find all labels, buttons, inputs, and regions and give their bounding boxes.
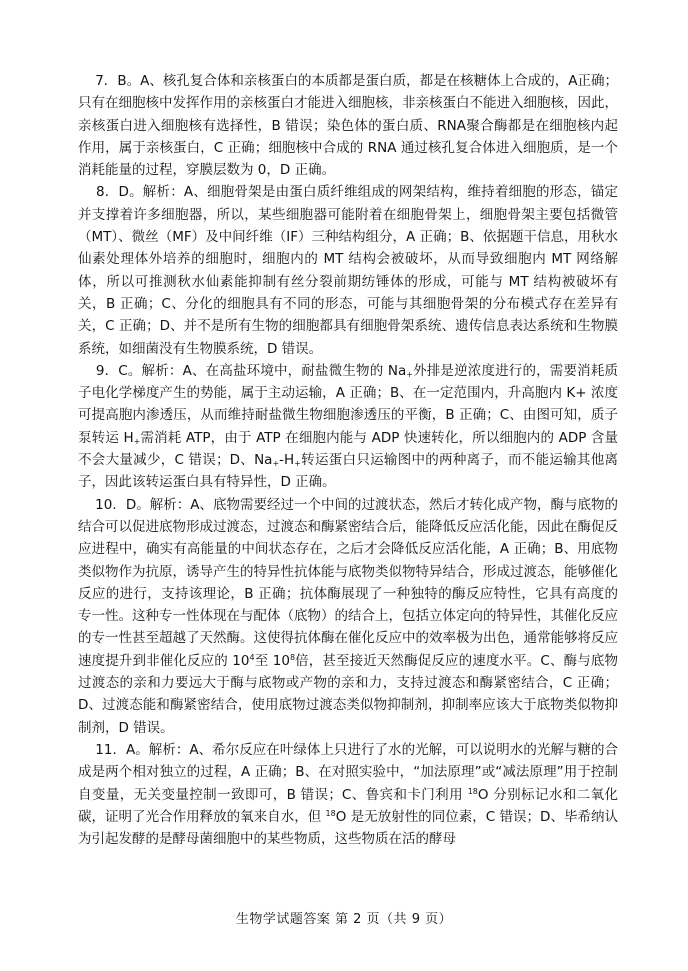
superscript: 18	[467, 786, 478, 796]
superscript: 18	[325, 808, 336, 818]
text-segment: 11．A。解析：A、希尔反应在叶绿体上只进行了水的光解，可以说明水的光解与糖的合成是两个相对独立的过程，A 正确；B、在对照实验中，“加法原理”或“减法原理”用于控制自变量，无关变量控制一致即可，B 错误；C、鲁宾和卡门利用	[78, 741, 618, 803]
text-segment: 7．B。A、核孔复合体和亲核蛋白的本质都是蛋白质，都是在核糖体上合成的，A正确；只有在细胞核中发挥作用的亲核蛋白才能进入细胞核，非亲核蛋白不能进入细胞核，因此，亲核蛋白进入细胞核有选择性，B 错误；染色体的蛋白质、RNA聚合酶都是在细胞核内起作用，属于亲核蛋白，C 正确；细胞核中合成的 RNA 通过核孔复合体进入细胞质，是一个消耗能量的过程，穿膜层数为 0，D 正确。	[78, 73, 618, 179]
answer-q11	[78, 739, 618, 850]
subscript: +	[133, 436, 141, 446]
text-segment: 10．D。解析：A、底物需要经过一个中间的过渡状态，然后才转化成产物，酶与底物的结合可以促进底物形成过渡态，过渡态和酶紧密结合后，能降低反应活化能，因此在酶促反应进程中，确实有高能量的中间状态存在，之后才会降低反应活化能，A 正确；B、用底物类似物作为抗原，诱导产生的特异性抗体能与底物类似物特异结合，形成过渡态，能够催化反应的进行，支持该理论，B 正确；抗体酶展现了一种独特的酶反应特性，它具有高度的专一性。这种专一性体现在与配体（底物）的结合上，包括立体定向的特异性，其催化反应的专一性甚至超越了天然酶。这使得抗体酶在催化反应中的效率极为出色，通常能够将反应速度提升到非催化反应的 10	[78, 496, 618, 669]
text-segment: 9．C。解析：A、在高盐环境中，耐盐微生物的 Na	[78, 362, 407, 379]
answer-q7	[78, 70, 618, 181]
text-segment: -H	[279, 452, 295, 469]
text-segment: 需消耗 ATP，由于 ATP 在细胞内能与 ADP 快速转化，所以细胞内的 ADP 含量不会大量减少，C 错误；D、Na	[78, 429, 618, 469]
answer-q10	[78, 494, 618, 739]
text-segment: O 是无放射性的同位素，C 错误；D、毕希纳认为引起发酵的是酵母菌细胞中的某些物质，这些物质在活的酵母	[78, 808, 619, 848]
text-segment: 倍，甚至接近天然酶促反应的速度水平。C、酶与底物过渡态的亲和力要远大于酶与底物或产物的亲和力，支持过渡态和酶紧密结合，C 正确；D、过渡态能和酶紧密结合，使用底物过渡态类似物抑制剂，抑制率应该大于底物类似物抑制剂，D 错误。	[78, 652, 618, 736]
text-segment: 外排是逆浓度进行的，需要消耗质子电化学梯度产生的势能，属于主动运输，A 正确；B、在一定范围内，升高胞内 K+ 浓度可提高胞内渗透压，从而维持耐盐微生物细胞渗透压的平衡，B 正确；C、由图可知，质子泵转运 H	[78, 362, 618, 446]
answer-content	[78, 70, 618, 850]
text-segment: O 分别标记水和二氧化碳，证明了光合作用释放的氧来自水，但	[78, 786, 618, 825]
answer-q8	[78, 181, 618, 359]
subscript: +	[272, 459, 280, 469]
text-segment: 至 10	[254, 652, 290, 669]
subscript: +	[294, 459, 301, 469]
superscript: 4	[249, 652, 255, 662]
answer-q9	[78, 360, 618, 494]
page-footer: 生物学试题答案 第 2 页（共 9 页）	[235, 912, 453, 927]
subscript: +	[406, 369, 413, 379]
text-segment: 转运蛋白只运输图中的两种离子，而不能运输其他离子，因此该转运蛋白具有特异性，D 正确。	[78, 452, 619, 491]
superscript: 8	[289, 652, 296, 662]
text-segment: 8．D。解析：A、细胞骨架是由蛋白质纤维组成的网架结构，维持着细胞的形态，锚定并支撑着许多细胞器，所以，某些细胞器可能附着在细胞骨架上，细胞骨架主要包括微管（MT）、微丝（MF）及中间纤维（IF）三种结构组分，A 正确；B、依据题干信息，用秋水仙素处理体外培养的细胞时，细胞内的 MT 结构会被破坏，从而导致细胞内 MT 网络解体，所以可推测秋水仙素能抑制有丝分裂前期纺锤体的形成，可能与 MT 结构被破坏有关，B 正确；C、分化的细胞具有不同的形态，可能与其细胞骨架的分布模式存在差异有关，C 正确；D、并不是所有生物的细胞都具有细胞骨架系统、遗传信息表达系统和生物膜系统，如细菌没有生物膜系统，D 错误。	[78, 184, 618, 357]
